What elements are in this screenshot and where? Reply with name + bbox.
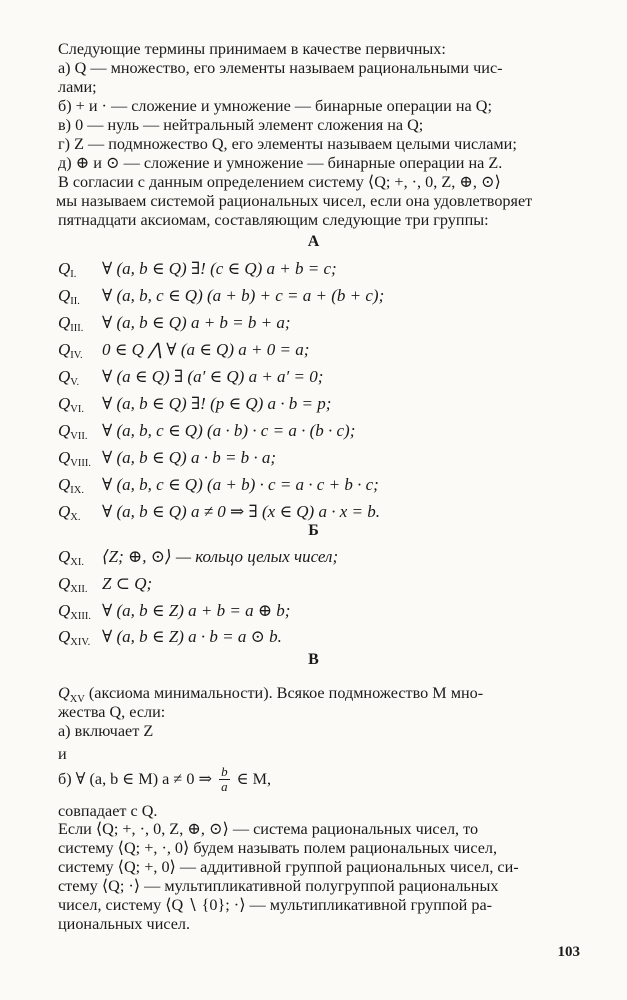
axiom-q11 bbox=[58, 547, 338, 569]
axiom-label: Q bbox=[58, 547, 71, 566]
closing-line: Если ⟨Q; +, ·, 0, Z, ⊕, ⊙⟩ — система рациональных чисел, то bbox=[58, 820, 479, 838]
axiom-label: Q bbox=[58, 448, 71, 467]
group-a-heading: А bbox=[307, 233, 320, 250]
axiom-q2 bbox=[58, 286, 384, 308]
axiom-q15-line: жества Q, если: bbox=[58, 703, 166, 721]
axiom-formula: ∀ (a, b ∈ Q) a · b = b · a; bbox=[102, 448, 277, 467]
axiom-label: Q bbox=[58, 627, 71, 646]
axiom-q12 bbox=[58, 574, 152, 596]
axiom-label: Q bbox=[58, 684, 70, 702]
conclusion: совпадает с Q. bbox=[58, 802, 158, 820]
intro-line: В согласии с данным определением систему ⟨Q; +, ·, 0, Z, ⊕, ⊙⟩ bbox=[58, 173, 501, 191]
axiom-index: IV. bbox=[70, 350, 83, 361]
axiom-label: Q bbox=[58, 259, 71, 278]
axiom-formula: 0 ∈ Q ⋀ ∀ (a ∈ Q) a + 0 = a; bbox=[102, 340, 310, 359]
axiom-index: XI. bbox=[70, 557, 84, 568]
intro-line: Следующие термины принимаем в качестве первичных: bbox=[58, 40, 446, 58]
axiom-formula: ∀ (a, b, c ∈ Q) (a + b) · c = a · c + b · c; bbox=[102, 475, 379, 494]
condition-tail: ∈ M, bbox=[236, 769, 272, 788]
axiom-label: Q bbox=[58, 286, 71, 305]
axiom-q15-text bbox=[58, 684, 586, 741]
group-c-heading: В bbox=[308, 651, 319, 668]
fraction bbox=[219, 765, 230, 793]
axiom-q5 bbox=[58, 367, 323, 389]
axiom-formula: Z ⊂ Q; bbox=[102, 574, 153, 593]
axiom-label: Q bbox=[58, 367, 71, 386]
intro-text bbox=[58, 40, 586, 230]
intro-line: б) + и · — сложение и умножение — бинарные операции на Q; bbox=[58, 97, 492, 115]
axiom-formula: ∀ (a ∈ Q) ∃ (a′ ∈ Q) a + a′ = 0; bbox=[102, 367, 324, 386]
axiom-formula: ∀ (a, b ∈ Z) a + b = a ⊕ b; bbox=[102, 601, 291, 620]
axiom-label: Q bbox=[58, 574, 71, 593]
condition-text: б) ∀ (a, b ∈ M) a ≠ 0 ⇒ bbox=[58, 769, 213, 788]
closing-line: циональных чисел. bbox=[58, 915, 191, 933]
axiom-index: III. bbox=[70, 323, 84, 334]
intro-line: пятнадцати аксиомам, составляющим следующие три группы: bbox=[58, 211, 489, 229]
axiom-index: V. bbox=[70, 377, 80, 388]
axiom-q13 bbox=[58, 601, 290, 623]
axiom-label: Q bbox=[58, 601, 71, 620]
axiom-q8 bbox=[58, 448, 276, 470]
page-number: 103 bbox=[557, 944, 580, 960]
axiom-index: II. bbox=[70, 296, 80, 307]
axiom-q9 bbox=[58, 475, 379, 497]
axiom-label: Q bbox=[58, 475, 71, 494]
intro-line: а) Q — множество, его элементы называем рациональными чис- bbox=[58, 59, 503, 77]
axiom-formula: ∀ (a, b ∈ Q) a ≠ 0 ⇒ ∃ (x ∈ Q) a · x = b. bbox=[102, 502, 380, 521]
axiom-index: VII. bbox=[70, 431, 88, 442]
axiom-label: Q bbox=[58, 340, 71, 359]
group-b-heading: Б bbox=[308, 522, 319, 539]
closing-line: систему ⟨Q; +, ·, 0⟩ будем называть полем рациональных чисел, bbox=[58, 839, 498, 857]
closing-line: чисел, систему ⟨Q ∖ {0}; ·⟩ — мультипликативной группой ра- bbox=[58, 896, 493, 914]
fraction-denominator: a bbox=[221, 778, 228, 794]
axiom-formula: ∀ (a, b, c ∈ Q) (a + b) + c = a + (b + c); bbox=[102, 286, 385, 305]
axiom-index: VI. bbox=[70, 404, 84, 415]
axiom-q15-condition bbox=[58, 765, 271, 793]
axiom-formula: ∀ (a, b ∈ Q) ∃! (p ∈ Q) a · b = p; bbox=[102, 394, 332, 413]
axiom-index: X. bbox=[70, 512, 81, 523]
axiom-q7 bbox=[58, 421, 355, 443]
fraction-numerator: b bbox=[221, 764, 228, 779]
axiom-index: IX. bbox=[70, 485, 84, 496]
closing-line: систему ⟨Q; +, 0⟩ — аддитивной группой рациональных чисел, си- bbox=[58, 858, 519, 876]
intro-line: в) 0 — нуль — нейтральный элемент сложения на Q; bbox=[58, 116, 424, 134]
axiom-q10 bbox=[58, 502, 380, 524]
closing-paragraph bbox=[58, 820, 586, 934]
axiom-formula: ∀ (a, b ∈ Q) ∃! (c ∈ Q) a + b = c; bbox=[102, 259, 337, 278]
axiom-formula: ∀ (a, b, c ∈ Q) (a · b) · c = a · (b · c); bbox=[102, 421, 356, 440]
conjunction: и bbox=[58, 745, 67, 763]
axiom-q15-line: а) включает Z bbox=[58, 722, 154, 740]
axiom-q3 bbox=[58, 313, 291, 335]
closing-line: стему ⟨Q; ·⟩ — мультипликативной полугруппой рациональных bbox=[58, 877, 499, 895]
intro-line: лами; bbox=[58, 78, 97, 96]
axiom-q4 bbox=[58, 340, 309, 362]
axiom-label: Q bbox=[58, 502, 71, 521]
axiom-index: VIII. bbox=[70, 458, 91, 469]
axiom-q14 bbox=[58, 627, 282, 649]
intro-line: мы называем системой рациональных чисел, если она удовлетворяет bbox=[56, 192, 533, 210]
intro-line: д) ⊕ и ⊙ — сложение и умножение — бинарные операции на Z. bbox=[58, 154, 503, 172]
axiom-label: Q bbox=[58, 421, 71, 440]
axiom-label: Q bbox=[58, 394, 71, 413]
intro-line: г) Z — подмножество Q, его элементы называем целыми числами; bbox=[58, 135, 517, 153]
axiom-index: XV bbox=[69, 694, 85, 706]
axiom-q15-line: (аксиома минимальности). Всякое подмножество M мно- bbox=[84, 684, 484, 702]
axiom-label: Q bbox=[58, 313, 71, 332]
axiom-index: XIV. bbox=[70, 637, 91, 648]
axiom-formula: ∀ (a, b ∈ Q) a + b = b + a; bbox=[102, 313, 291, 332]
axiom-q6 bbox=[58, 394, 331, 416]
axiom-index: XII. bbox=[70, 584, 88, 595]
axiom-index: I. bbox=[70, 269, 77, 280]
axiom-index: XIII. bbox=[70, 611, 91, 622]
axiom-formula: ∀ (a, b ∈ Z) a · b = a ⊙ b. bbox=[102, 627, 282, 646]
axiom-formula: ⟨Z; ⊕, ⊙⟩ — кольцо целых чисел; bbox=[102, 547, 339, 566]
axiom-q1 bbox=[58, 259, 337, 281]
